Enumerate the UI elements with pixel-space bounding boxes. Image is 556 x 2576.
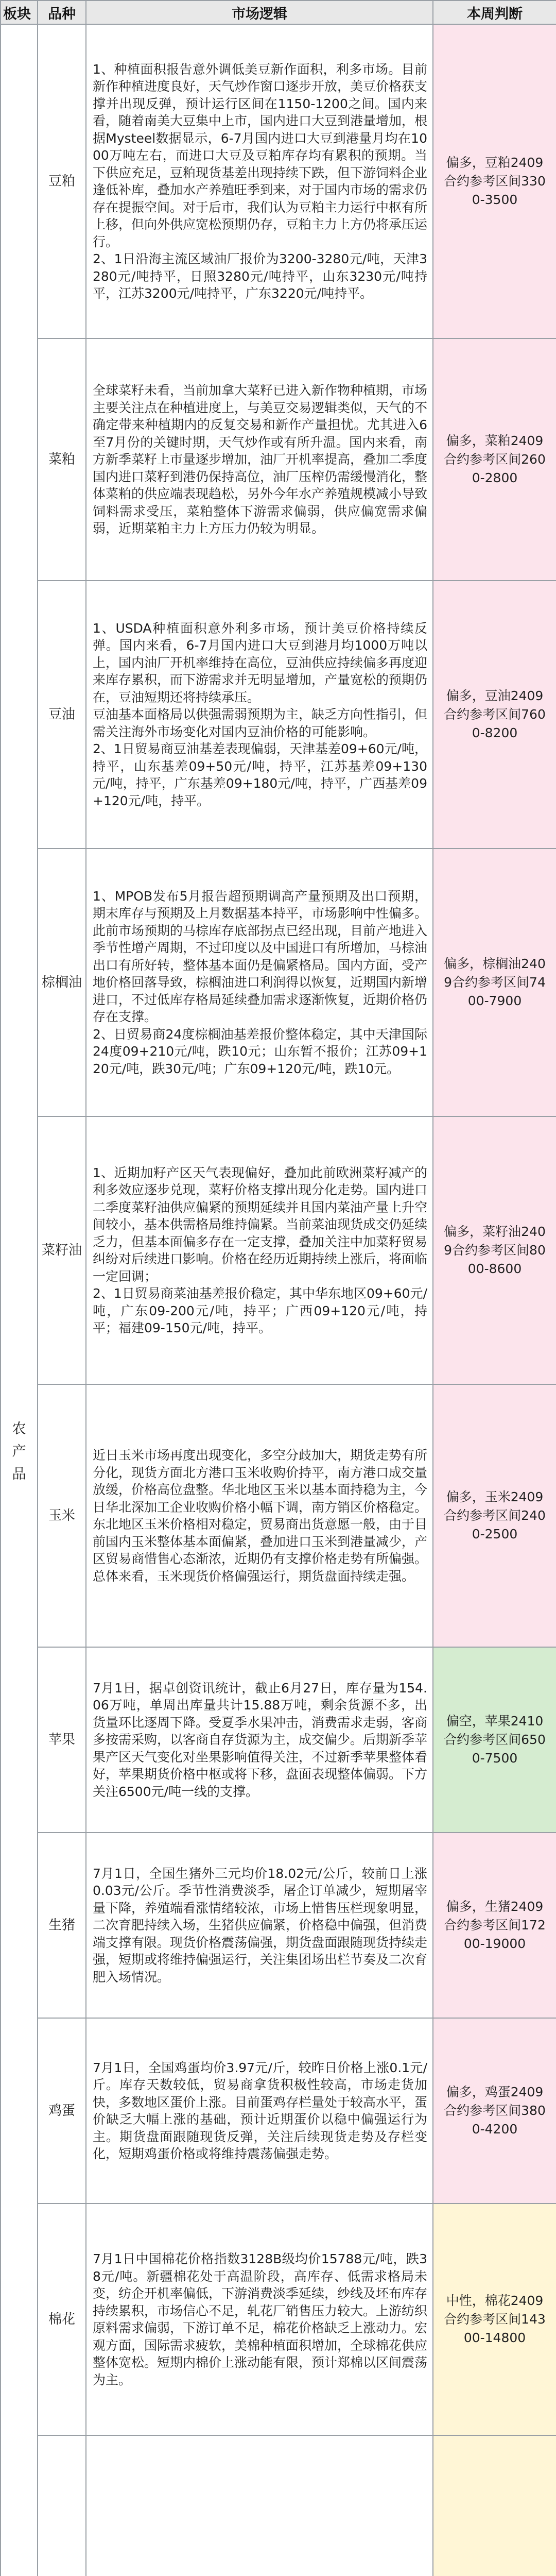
weekly-judgment-cell — [433, 24, 556, 338]
logic-paragraph: 1、种植面积报告意外调低美豆新作面积，利多市场。目前新作种植进度良好，天气炒作窗口逐步开放，美豆价格获支撑并出现反弹，预计运行区间在1150-1200之间。国内来看，随着南美大豆集中上市，国内进口大豆到港量增加，根据Mysteel数据显示，6-7月国内进口大豆到港量月均在1000万吨左右，而进口大豆及豆粕库存均有累积的预期。当下供应充足，豆粕现货基差出现持续下跌，但下游饲料企业逢低补库，叠加水产养殖旺季到来，对于国内市场的需求仍存在提振空间。对于后市，我们认为豆粕主力运行中枢有所上移，但向外供应宽松预期仍存，豆粕主力上方仍将承压运行。 — [93, 61, 428, 249]
judgment-text: 偏多，棕榈油2409合约参考区间7400-7900 — [444, 956, 546, 1008]
table-header-row — [1, 1, 556, 24]
logic-paragraph: 近日玉米市场再度出现变化，多空分歧加大，期货走势有所分化，现货方面北方港口玉米收购价持平，南方港口成交量放缓，价格高位盘整。华北地区玉米以基本面持稳为主，今日华北深加工企业收购价格小幅下调，南方销区价格稳定。东北地区玉米价格相对稳定，贸易商出货意愿一般，由于目前国内玉米整体基本面偏紧，叠加进口玉米到港量减少，产区贸易商惜售心态渐浓，近期仍有支撑价格走势有所偏强。总体来看，玉米现货价格偏强运行，期货盘面持续走强。 — [93, 1448, 428, 1584]
table-row — [1, 849, 556, 1116]
weekly-judgment-cell — [433, 581, 556, 849]
market-logic-cell — [86, 338, 433, 581]
weekly-judgment-cell — [433, 338, 556, 581]
market-logic-cell — [86, 1647, 433, 1833]
logic-paragraph: 2、1日贸易商菜油基差报价稳定，其中华东地区09+60元/吨，广东09-200元/吨，持平；广西09+120元/吨，持平；福建09-150元/吨，持平。 — [93, 1286, 427, 1335]
judgment-text: 偏多，生猪2409合约参考区间17200-19000 — [444, 1899, 546, 1951]
logic-paragraph: 豆油基本面格局以供强需弱预期为主，缺乏方向性指引，但需关注海外市场变化对国内豆油价格的可能影响。 — [93, 707, 428, 739]
logic-paragraph: 7月1日，全国鸡蛋均价3.97元/斤，较昨日价格上涨0.1元/斤。库存天数较低，贸易商拿货积极性较高，市场走货加快，多数地区蛋价上涨。目前蛋鸡存栏量处于较高水平，蛋价缺乏大幅上涨的基础，预计近期蛋价以稳中偏强运行为主。期货盘面跟随现货反弹，关注后续现货走势及存栏变化，短期鸡蛋价格或将维持震荡偏强走势。 — [93, 2060, 428, 2161]
judgment-text: 偏空，苹果2410合约参考区间6500-7500 — [444, 1714, 546, 1766]
market-logic-cell — [86, 2018, 433, 2204]
judgment-text: 偏多，菜籽油2409合约参考区间8000-8600 — [444, 1224, 546, 1276]
logic-paragraph: 7月1日，据卓创资讯统计，截止6月27日，库存量为154.06万吨，单周出库量共计15.88万吨，剩余货源不多，出货量环比逐周下降。受夏季水果冲击，消费需求走弱，客商多按需采购，以客商自存货源为主，成交偏少。后期新季苹果产区天气变化对坐果影响值得关注，不过新季苹果整体看好，苹果期货价格中枢或将下移，盘面表现整体偏弱。下方关注6500元/吨一线的支撑。 — [93, 1680, 428, 1799]
variety-name: 豆粕 — [38, 24, 86, 338]
judgment-text: 偏多，菜粕2409合约参考区间2600-2800 — [444, 433, 546, 485]
category-label: 农产品 — [12, 1420, 26, 1482]
market-logic-cell — [86, 24, 433, 338]
header-logic: 市场逻辑 — [86, 1, 433, 24]
logic-paragraph: 全球菜籽未看，当前加拿大菜籽已进入新作物种植期，市场主要关注点在种植进度上，与美豆交易逻辑类似，天气的不确定带来种植期内的反复交易和新作产量担忧。尤其进入6至7月份的关键时期，天气炒作或有所升温。国内来看，南方新季菜籽上市量逐步增加，油厂开机率提高，叠加二季度国内进口菜籽到港仍保持高位，油厂压榨仍需缓慢消化，整体菜粕的供应端表现趋松，另外今年水产养殖规模减小导致饲料需求受压，菜粕整体下游需求偏弱，供应偏宽需求偏弱，近期菜粕主力上方压力仍较为明显。 — [93, 383, 428, 536]
table-row — [1, 2204, 556, 2435]
market-logic-cell — [86, 1116, 433, 1384]
market-logic-cell — [86, 1833, 433, 2018]
logic-paragraph: 1、USDA种植面积意外利多市场，预计美豆价格持续反弹。国内来看，6-7月国内进口大豆到港月均1000万吨以上，国内油厂开机率维持在高位，豆油供应持续偏多再度迎来库存累积，而下游需求并无明显增加，产量宽松的预期仍在，豆油短期还将持续承压。 — [93, 620, 428, 705]
variety-name: 菜籽油 — [38, 1116, 86, 1384]
weekly-judgment-cell — [433, 2204, 556, 2435]
variety-name: 苹果 — [38, 1647, 86, 1833]
variety-name: 鸡蛋 — [38, 2018, 86, 2204]
table-row — [1, 1833, 556, 2018]
judgment-text: 偏多，豆粕2409合约参考区间3300-3500 — [444, 155, 546, 207]
variety-name: 生猪 — [38, 1833, 86, 2018]
logic-paragraph: 1、近期加籽产区天气表现偏好，叠加此前欧洲菜籽减产的利多效应逐步兑现，菜籽价格支撑出现分化走势。国内进口二季度菜籽油供应偏紧的预期延续并且国内菜油产量上升空间较小，基本供需格局维持偏紧。当前菜油现货成交仍延续乏力，但基本面偏多存在一定支撑，叠加关注中加菜籽贸易纠纷对后续进口影响。价格在经历近期持续上涨后，将面临一定回调； — [93, 1165, 428, 1284]
weekly-judgment-cell — [433, 849, 556, 1116]
table-row — [1, 581, 556, 849]
logic-paragraph: 7月1日中国棉花价格指数3128B级均价15788元/吨，跌38元/吨。新疆棉花处于高温阶段，高库存、低需求格局未变，纺企开机率偏低，下游消费淡季延续，纱线及坯布库存持续累积，市场信心不足，轧花厂销售压力较大。上游纺织原料需求偏弱，下游订单不足，棉花价格缺乏上涨动力。宏观方面，国际需求疲软，美棉种植面积增加，全球棉花供应整体宽松。短期内棉价上涨动能有限，预计郑棉以区间震荡为主。 — [93, 2251, 428, 2387]
market-logic-cell — [86, 1384, 433, 1647]
table-body — [1, 24, 556, 2576]
weekly-judgment-cell — [433, 2435, 556, 2576]
table-row — [1, 1384, 556, 1647]
logic-paragraph: 2、1日沿海主流区域油厂报价为3200-3280元/吨，天津3280元/吨持平，日照3280元/吨持平，山东3230元/吨持平，江苏3200元/吨持平，广东3220元/吨持平。 — [93, 251, 427, 301]
variety-name: 豆油 — [38, 581, 86, 849]
header-judgment: 本周判断 — [433, 1, 556, 24]
weekly-judgment-cell — [433, 2018, 556, 2204]
logic-paragraph: 1、MPOB发布5月报告超预期调高产量预期及出口预期，期末库存与预期及上月数据基本持平，市场影响中性偏多。此前市场预期的马棕库存底部拐点已经出现，目前产地进入季节性增产周期，不过印度以及中国进口有所增加，马棕油出口有所好转，整体基本面仍是偏紧格局。国内方面，受产地价格回落导致，棕榈油进口利润得以恢复，近期国内新增进口，不过低库存格局延续叠加需求逐渐恢复，近期价格仍存在支撑。 — [93, 888, 428, 1025]
weekly-judgment-cell — [433, 1647, 556, 1833]
weekly-judgment-cell — [433, 1116, 556, 1384]
market-logic-cell — [86, 581, 433, 849]
judgment-text: 中性，棉花2409合约参考区间14300-14800 — [444, 2293, 546, 2345]
table-row — [1, 2018, 556, 2204]
market-logic-cell — [86, 2204, 433, 2435]
table-row — [1, 338, 556, 581]
judgment-text: 偏多，鸡蛋2409合约参考区间3800-4200 — [444, 2084, 546, 2137]
market-logic-cell — [86, 2435, 433, 2576]
table-row — [1, 1647, 556, 1833]
category-cell — [1, 24, 38, 2576]
logic-paragraph: 2、1日贸易商豆油基差表现偏弱，天津基差09+60元/吨，持平，山东基差09+50元/吨，持平，江苏基差09+130元/吨，持平，广东基差09+180元/吨，持平，广西基差09+120元/吨，持平。 — [93, 741, 427, 808]
weekly-judgment-cell — [433, 1833, 556, 2018]
logic-paragraph: 2、日贸易商24度棕榈油基差报价整体稳定，其中天津国际24度09+210元/吨，跌10元；山东暂不报价；江苏09+120元/吨，跌30元/吨；广东09+120元/吨，跌10元。 — [93, 1026, 427, 1076]
table-row — [1, 2435, 556, 2576]
variety-name — [38, 2435, 86, 2576]
variety-name: 棕榈油 — [38, 849, 86, 1116]
weekly-judgment-cell — [433, 1384, 556, 1647]
judgment-text: 偏多，玉米2409合约参考区间2400-2500 — [444, 1489, 546, 1541]
table-row — [1, 24, 556, 338]
variety-name: 菜粕 — [38, 338, 86, 581]
header-variety: 品种 — [38, 1, 86, 24]
variety-name: 棉花 — [38, 2204, 86, 2435]
logic-paragraph: 7月1日，全国生猪外三元均价18.02元/公斤，较前日上涨0.03元/公斤。季节性消费淡季，屠企订单减少，短期屠宰量下降，养殖端看涨情绪较浓，市场上惜售压栏现象明显，二次育肥持续入场，生猪供应偏紧，价格稳中偏强，但消费端支撑有限。现货价格震荡偏强，期货盘面跟随现货持续走强，短期或将维持偏强运行，关注集团场出栏节奏及二次育肥入场情况。 — [93, 1866, 428, 1985]
header-category: 板块 — [1, 1, 38, 24]
market-logic-cell — [86, 849, 433, 1116]
table-row — [1, 1116, 556, 1384]
variety-name: 玉米 — [38, 1384, 86, 1647]
judgment-text: 偏多，豆油2409合约参考区间7600-8200 — [444, 688, 546, 740]
